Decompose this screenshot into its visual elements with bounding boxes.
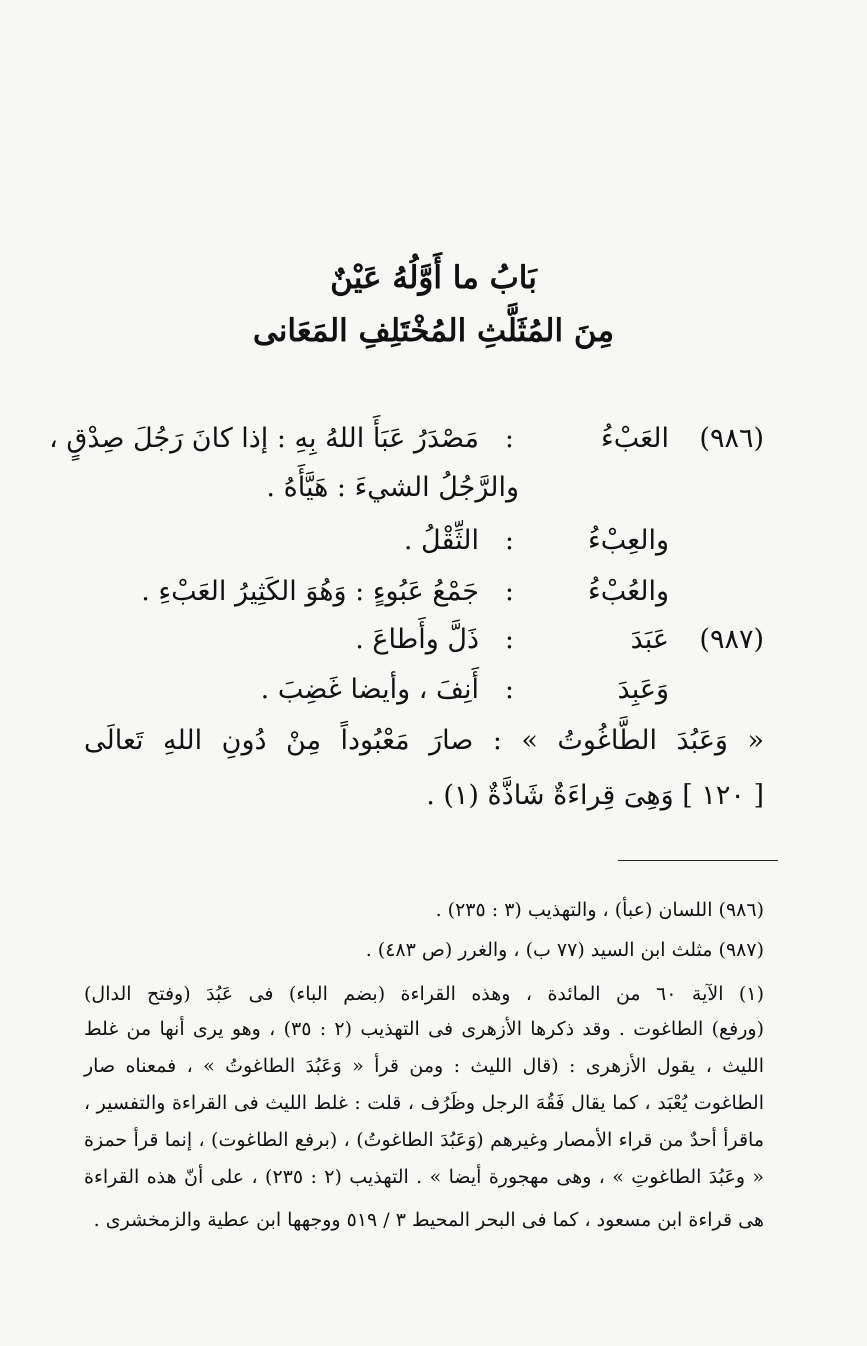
separator-colon: :: [504, 525, 514, 556]
headword: والعِبْءُ: [588, 525, 669, 556]
separator-colon: :: [504, 624, 514, 655]
chapter-title-line-2: مِنَ المُثَلَّثِ المُخْتَلِفِ المَعَانى: [252, 313, 615, 349]
definition: جَمْعُ عَبُوءٍ : وَهُوَ الكَثِيرُ العَبْءِ .: [141, 576, 479, 607]
separator-colon: :: [504, 674, 514, 705]
footnote-1-line-1: (١) الآية ٦٠ من المائدة ، وهذه القراءة (بضم الباء) فى عَبُدَ (وفتح الدال): [84, 983, 764, 1005]
definition: ذَلَّ وأَطاعَ .: [355, 624, 479, 655]
entry-987-quranic-reading: [84, 715, 764, 767]
footnote-1-line-7: هى قراءة ابن مسعود ، كما فى البحر المحيط ٣ / ٥١٩ ووجهها ابن عطية والزمخشرى .: [93, 1209, 764, 1231]
chapter-title-line-1: بَابُ ما أَوَّلُهُ عَيْنٌ: [330, 260, 537, 296]
entry-986-variant-2: [84, 515, 764, 567]
entry-986-continuation: [84, 462, 764, 514]
headword: والعُبْءُ: [588, 576, 669, 607]
entry-986: [49, 413, 764, 465]
definition: مَصْدَرُ عَبَأَ اللهُ بِهِ : إذا كانَ رَجُلَ صِدْقٍ ،: [49, 423, 479, 454]
definition-continuation: والرَّجُلُ الشيءَ : هَيَّأَهُ .: [266, 472, 519, 503]
reading-text-line-1: « وَعَبُدَ الطَّاغُوتُ » : صارَ مَعْبُوداً مِنْ دُونِ اللهِ تَعالَى: [84, 725, 764, 756]
footnote-1-line-3: الليث ، يقول الأزهرى : (قال الليث : ومن قرأ « وَعَبُدَ الطاغوتُ » ، فمعناه صار: [84, 1055, 764, 1077]
footnote-1-line-2: (ورفع) الطاغوت . وقد ذكرها الأزهرى فى التهذيب (٢ : ٣٥) ، وهو يرى أنها من غلط: [84, 1018, 765, 1040]
entry-number: (٩٨٦): [699, 423, 764, 454]
footnote-1-line-6: « وعَبُدَ الطاغوتِ » ، وهى مهجورة أيضا » . التهذيب (٢ : ٢٣٥) ، على أنّ هذه القراءة: [84, 1166, 765, 1188]
reading-text-line-2: [ ١٢٠ ] وَهِىَ قِراءَةٌ شَاذَّةٌ (١) .: [426, 780, 764, 811]
headword: عَبَدَ: [630, 624, 669, 655]
footnote-1-line-5: ماقرأ أحدٌ من قراء الأمصار وغيرهم (وَعَبُدَ الطاغوتُ) ، (برفع الطاغوت) ، إنما قرأ حمزة: [84, 1129, 764, 1151]
entry-number: (٩٨٧): [699, 624, 764, 655]
entry-987-quranic-reading-end: [84, 770, 764, 822]
headword: وَعَبِدَ: [617, 674, 669, 705]
separator-colon: :: [504, 423, 514, 454]
entry-987: [84, 614, 764, 666]
headword: العَبْءُ: [601, 423, 669, 454]
footnote-separator-rule: [618, 860, 778, 861]
entry-987-variant-2: [84, 664, 764, 716]
definition: الثِّقْلُ .: [403, 525, 479, 556]
definition: أَنِفَ ، وأيضا غَضِبَ .: [260, 674, 479, 705]
footnote-986: (٩٨٦) اللسان (عبأ) ، والتهذيب (٣ : ٢٣٥) .: [435, 899, 764, 921]
separator-colon: :: [504, 576, 514, 607]
footnote-987: (٩٨٧) مثلث ابن السيد (٧٧ ب) ، والغرر (ص ٤٨٣) .: [365, 939, 764, 961]
footnote-1-line-4: الطاغوت يُعْبَد ، كما يقال فَقُهَ الرجل وظَرُف ، قلت : غلط الليث فى القراءة والتفسير ،: [84, 1092, 764, 1114]
entry-986-variant-3: [84, 566, 764, 618]
